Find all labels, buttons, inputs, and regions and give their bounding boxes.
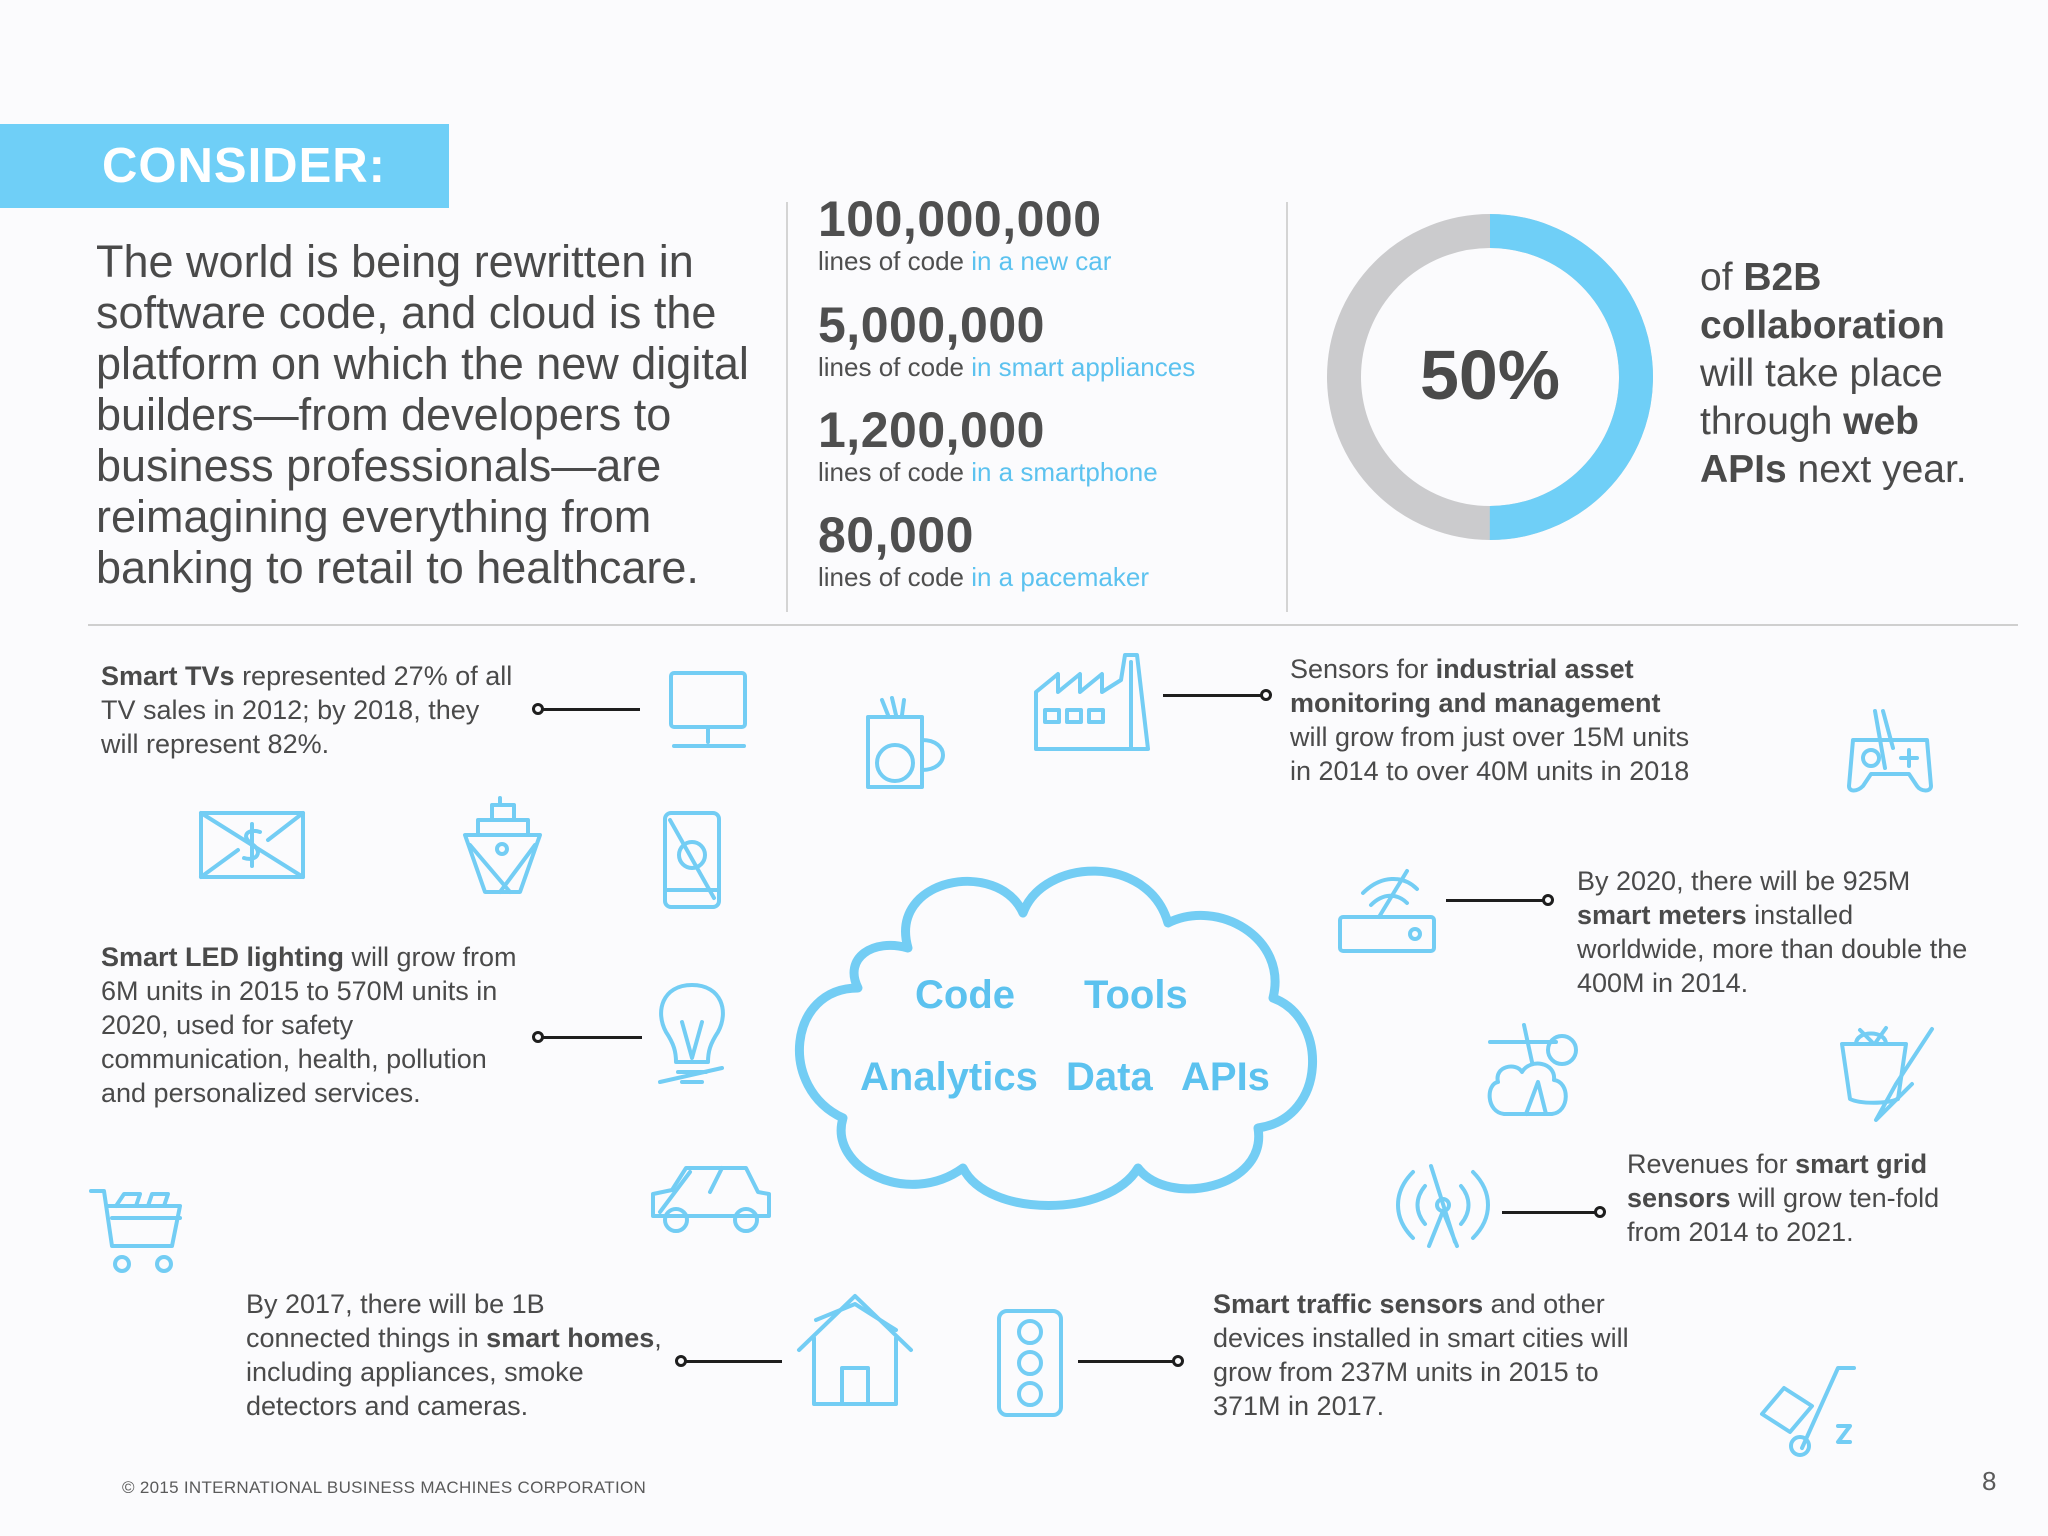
- house-icon: [796, 1290, 914, 1408]
- divider-left: [786, 202, 788, 612]
- stat-description: [818, 352, 1195, 382]
- b2b-bold: B2B: [1743, 256, 1822, 299]
- connector-line: [1078, 1360, 1180, 1363]
- fact-text: will grow from 6M units in 2015 to 570M units in 2020, used for safety communication, health, pollution and personalized services.: [101, 942, 517, 1108]
- b2b-statement: [1700, 254, 2030, 494]
- stat-number: 80,000: [818, 507, 974, 563]
- car-icon: [650, 1162, 772, 1234]
- connector-line: [685, 1360, 782, 1363]
- cloud-label-tools: Tools: [1084, 973, 1188, 1017]
- stat-prefix: lines of code: [818, 562, 964, 592]
- connector-dot: [1542, 894, 1554, 906]
- page-number: 8: [1982, 1466, 1997, 1496]
- fact-smart-grid: [1627, 1147, 1957, 1249]
- b2b-bold: collaboration: [1700, 304, 1945, 347]
- fact-text: , including appliances, smoke detectors and cameras.: [246, 1323, 662, 1421]
- stat-description: [818, 246, 1111, 276]
- cloud-label-apis: APIs: [1181, 1055, 1270, 1099]
- connector-dot: [1172, 1355, 1184, 1367]
- stat-prefix: lines of code: [818, 457, 964, 487]
- footer-copyright: © 2015 INTERNATIONAL BUSINESS MACHINES CORPORATION: [122, 1478, 647, 1497]
- fact-text: will grow from just over 15M units in 2014 to over 40M units in 2018: [1290, 722, 1690, 786]
- fact-smart-led: [101, 940, 531, 1110]
- fact-bold: smart meters: [1577, 900, 1747, 930]
- connector-dot: [1260, 689, 1272, 701]
- b2b-bold: web: [1843, 400, 1919, 443]
- stat-smartphone: [818, 403, 1158, 487]
- monitor-icon: [668, 670, 748, 750]
- hand-truck-icon: [1754, 1362, 1864, 1458]
- stat-number: 5,000,000: [818, 297, 1045, 353]
- stat-prefix: lines of code: [818, 352, 964, 382]
- fact-text: Sensors for: [1290, 654, 1436, 684]
- gamepad-icon: [1845, 708, 1935, 794]
- b2b-text: next year.: [1786, 448, 1967, 491]
- divider-horizontal: [88, 624, 2018, 626]
- fact-bold: industrial asset monitoring and management: [1290, 654, 1661, 718]
- connector-line: [1446, 899, 1550, 902]
- stat-highlight: in a new car: [971, 246, 1112, 276]
- stat-number: 100,000,000: [818, 191, 1102, 247]
- lightbulb-icon: [652, 982, 732, 1088]
- fact-bold: smart homes: [486, 1323, 655, 1353]
- b2b-text: will take place: [1700, 352, 1943, 395]
- b2b-bold: APIs: [1700, 448, 1787, 491]
- stat-description: [818, 457, 1158, 487]
- cloud-label-analytics: Analytics: [860, 1055, 1038, 1099]
- cloud-shape: [788, 838, 1328, 1218]
- donut-percent: 50%: [1419, 336, 1561, 414]
- fact-smart-traffic: [1213, 1287, 1633, 1423]
- stat-number: 1,200,000: [818, 402, 1045, 458]
- fact-industrial: [1290, 652, 1690, 788]
- stat-description: [818, 562, 1149, 592]
- antenna-icon: [1393, 1162, 1493, 1248]
- bicycle-icon: [1486, 1022, 1586, 1118]
- stat-pacemaker: [818, 508, 1149, 592]
- router-icon: [1337, 863, 1437, 955]
- cloud-label-code: Code: [915, 973, 1015, 1017]
- stat-highlight: in a pacemaker: [971, 562, 1149, 592]
- fact-text: will grow ten-fold from 2014 to 2021.: [1627, 1183, 1940, 1247]
- cash-icon: [198, 810, 306, 880]
- divider-right: [1286, 202, 1288, 612]
- connector-dot: [1594, 1206, 1606, 1218]
- fact-bold: Smart traffic sensors: [1213, 1289, 1484, 1319]
- fact-text: Revenues for: [1627, 1149, 1796, 1179]
- fact-text: By 2020, there will be 925M: [1577, 866, 1911, 896]
- ship-icon: [460, 795, 545, 895]
- factory-icon: [1033, 652, 1151, 752]
- stat-prefix: lines of code: [818, 246, 964, 276]
- fact-smart-tvs: [101, 659, 521, 761]
- fact-text: By 2017, there will be 1B connected things in: [246, 1289, 545, 1353]
- intro-paragraph: The world is being rewritten in software code, and cloud is the platform on which the new digital builders—from developers to business professionals—are reimagining everything from banking to retail to healthcare.: [96, 236, 749, 593]
- connector-line: [1163, 694, 1268, 697]
- connector-line: [542, 708, 640, 711]
- smartphone-icon: [662, 810, 722, 910]
- coffee-mug-icon: [860, 695, 950, 790]
- stat-highlight: in a smartphone: [971, 457, 1158, 487]
- fact-bold: Smart LED lighting: [101, 942, 344, 972]
- stat-new-car: [818, 192, 1111, 276]
- fact-text: and other devices installed in smart cities will grow from 237M units in 2015 to 371M in 2017.: [1213, 1289, 1629, 1421]
- stat-smart-appliances: [818, 298, 1195, 382]
- fact-smart-homes: [246, 1287, 666, 1423]
- fact-smart-meters: [1577, 864, 1977, 1000]
- fact-text: represented 27% of all TV sales in 2012; by 2018, they will represent 82%.: [101, 661, 513, 759]
- traffic-light-icon: [996, 1308, 1064, 1418]
- b2b-text: of: [1700, 256, 1744, 299]
- b2b-text: through: [1700, 400, 1844, 443]
- consider-title: CONSIDER:: [102, 139, 386, 193]
- shopping-bag-icon: [1836, 1024, 1936, 1124]
- fact-bold: smart grid sensors: [1627, 1149, 1928, 1213]
- stat-highlight: in smart appliances: [971, 352, 1196, 382]
- connector-line: [542, 1036, 642, 1039]
- fact-text: installed worldwide, more than double the 400M in 2014.: [1577, 900, 1968, 998]
- cloud-label-data: Data: [1066, 1055, 1153, 1099]
- fact-bold: Smart TVs: [101, 661, 235, 691]
- shopping-cart-icon: [88, 1188, 184, 1274]
- connector-line: [1502, 1211, 1602, 1214]
